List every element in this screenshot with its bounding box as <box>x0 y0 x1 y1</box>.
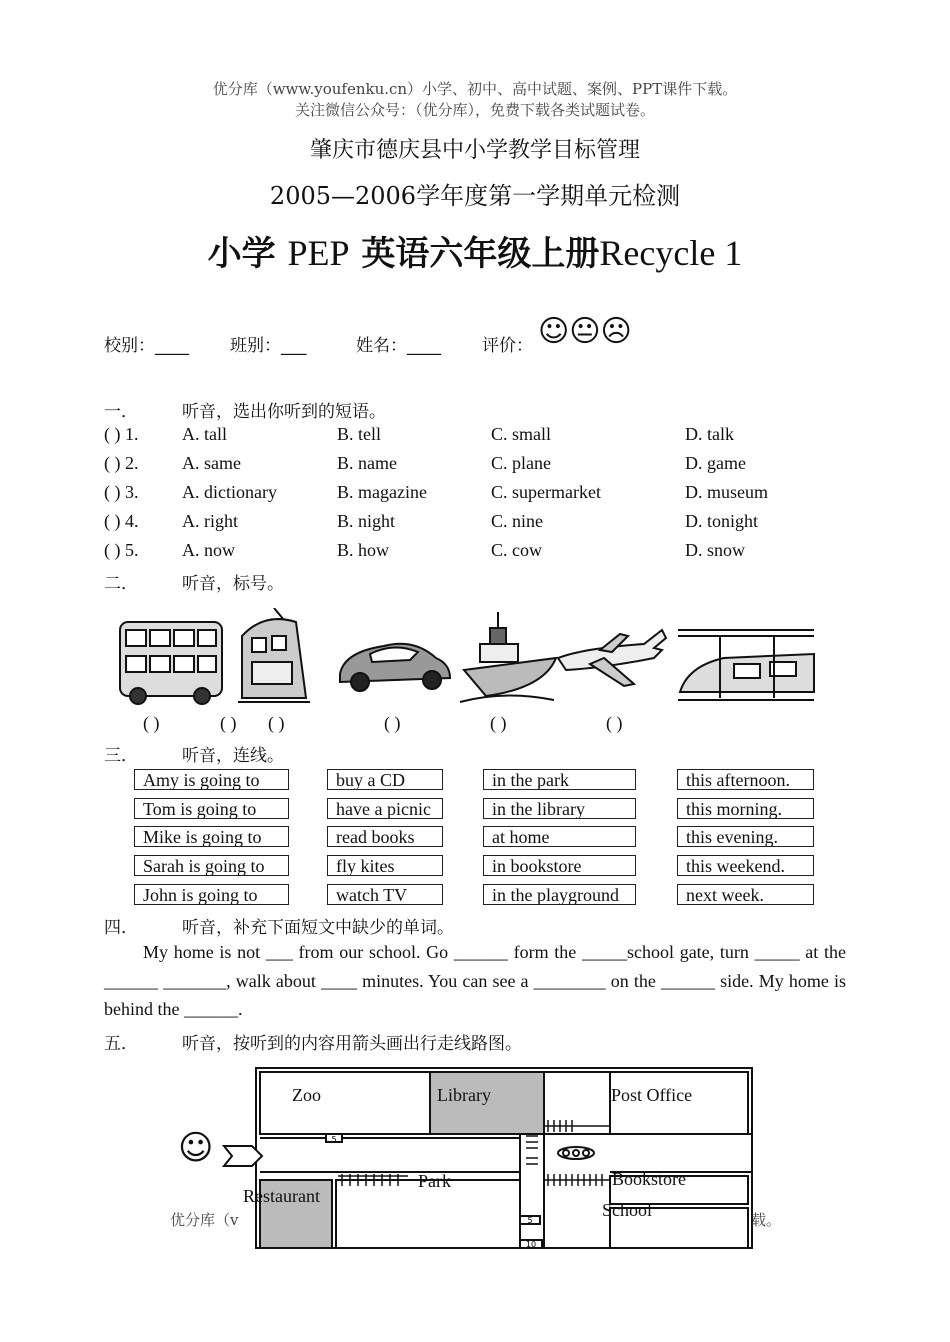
title-line1: 肇庆市德庆县中小学教学目标管理 <box>309 138 640 163</box>
match-box-col1[interactable]: Mike is going to <box>134 826 289 847</box>
option-b: B. tell <box>337 424 381 444</box>
fill-in-passage: My home is not ___ from our school. Go ______ form the _____school gate, turn _____ at the ______ _______, walk about ____ minutes. You can see a ________ on the ______ side. My home is behind the ______. <box>104 942 846 1019</box>
vehicle-answer-6[interactable]: ( ) <box>606 713 623 733</box>
option-d: D. talk <box>685 424 734 444</box>
match-box-col1[interactable]: Sarah is going to <box>134 855 289 876</box>
map-bookstore-label: Bookstore <box>612 1169 686 1189</box>
title-line3 <box>0 226 950 275</box>
name-field: 姓名：____ <box>356 336 441 356</box>
site-header-line2: 关注微信公众号：（优分库），免费下载各类试题试卷。 <box>294 101 655 119</box>
match-box-col3[interactable]: in bookstore <box>483 855 636 876</box>
question-number[interactable]: ( ) 5. <box>104 540 139 560</box>
car-icon <box>340 644 450 691</box>
vehicle-answer-5[interactable]: ( ) <box>490 713 507 733</box>
match-box-col2[interactable]: fly kites <box>327 855 443 876</box>
train-icon <box>238 608 310 702</box>
match-box-col1[interactable]: Tom is going to <box>134 798 289 819</box>
option-a: A. now <box>182 540 235 560</box>
match-box-col4[interactable]: this morning. <box>677 798 814 819</box>
title-latin1: PEP <box>287 233 350 273</box>
title-latin2: Recycle 1 <box>599 233 743 273</box>
option-d: D. game <box>685 453 746 473</box>
plane-icon <box>558 630 666 686</box>
match-box-col2[interactable]: buy a CD <box>327 769 443 790</box>
option-c: C. small <box>491 424 552 444</box>
option-a: A. right <box>182 511 238 531</box>
map-zoo-label: Zoo <box>292 1085 321 1105</box>
option-b: B. night <box>337 511 396 531</box>
start-smiley-icon: ☺ <box>178 1128 214 1168</box>
option-a: A. tall <box>182 424 227 444</box>
option-a: A. same <box>182 453 241 473</box>
subway-icon <box>678 630 814 700</box>
map-sign-3: 10 <box>525 1240 537 1249</box>
class-field: 班别：___ <box>230 336 307 356</box>
option-d: D. tonight <box>685 511 759 531</box>
vehicle-answer-4[interactable]: ( ) <box>384 713 401 733</box>
section5-heading: 听音，按听到的内容用箭头画出行走线路图。 <box>182 1034 522 1054</box>
option-c: C. supermarket <box>491 482 601 502</box>
match-box-col2[interactable]: have a picnic <box>327 798 443 819</box>
section1-num: 一． <box>104 402 138 422</box>
option-d: D. museum <box>685 482 768 502</box>
match-box-col4[interactable]: this afternoon. <box>677 769 814 790</box>
match-box-col4[interactable]: this weekend. <box>677 855 814 876</box>
question-number[interactable]: ( ) 1. <box>104 424 139 444</box>
option-b: B. how <box>337 540 390 560</box>
map-park-label: Park <box>418 1171 451 1191</box>
match-box-col1[interactable]: John is going to <box>134 884 289 905</box>
footer-left: 优分库（v <box>170 1211 239 1229</box>
match-box-col2[interactable]: watch TV <box>327 884 443 905</box>
vehicle-answer-2[interactable]: ( ) <box>220 713 237 733</box>
vehicle-answer-3[interactable]: ( ) <box>268 713 285 733</box>
map-post-office-label: Post Office <box>611 1085 693 1105</box>
map-library-label: Library <box>437 1085 491 1105</box>
footer-right: 载。 <box>751 1211 782 1229</box>
option-d: D. snow <box>685 540 746 560</box>
rating-label: 评价： <box>482 336 533 356</box>
section3-num: 三． <box>104 746 138 766</box>
section5-num: 五． <box>104 1034 138 1054</box>
match-box-col2[interactable]: read books <box>327 826 443 847</box>
option-c: C. nine <box>491 511 543 531</box>
match-box-col1[interactable]: Amy is going to <box>134 769 289 790</box>
section3-heading: 听音，连线。 <box>182 746 284 766</box>
bus-icon <box>120 622 222 704</box>
vehicle-pictures <box>114 608 824 708</box>
ship-icon <box>460 612 556 702</box>
title-cn1: 小学 <box>207 234 276 274</box>
school-field: 校别：____ <box>104 336 189 356</box>
option-c: C. cow <box>491 540 542 560</box>
match-box-col4[interactable]: this evening. <box>677 826 814 847</box>
map-restaurant-label: Restaurant <box>243 1186 320 1206</box>
section2-num: 二． <box>104 574 138 594</box>
question-number[interactable]: ( ) 2. <box>104 453 139 473</box>
section4-heading: 听音，补充下面短文中缺少的单词。 <box>182 918 454 938</box>
map-sign-2: 5 <box>527 1216 533 1225</box>
match-box-col3[interactable]: in the playground <box>483 884 636 905</box>
option-b: B. name <box>337 453 397 473</box>
match-box-col4[interactable]: next week. <box>677 884 814 905</box>
option-a: A. dictionary <box>182 482 277 502</box>
match-box-col3[interactable]: at home <box>483 826 636 847</box>
section4-num: 四． <box>104 918 138 938</box>
question-number[interactable]: ( ) 3. <box>104 482 139 502</box>
title-line2: 2005—2006学年度第一学期单元检测 <box>269 182 681 210</box>
question-number[interactable]: ( ) 4. <box>104 511 139 531</box>
title-cn2: 英语六年级上册 <box>361 234 600 274</box>
match-box-col3[interactable]: in the library <box>483 798 636 819</box>
site-header-line1: 优分库（www.youfenku.cn）小学、初中、高中试题、案例、PPT课件下载。 <box>212 80 738 98</box>
section1-heading: 听音，选出你听到的短语。 <box>182 402 386 422</box>
option-b: B. magazine <box>337 482 427 502</box>
vehicle-answer-1[interactable]: ( ) <box>143 713 160 733</box>
rating-faces-icon: ☺😐☹ <box>538 314 632 349</box>
map-school-label: School <box>602 1200 653 1220</box>
option-c: C. plane <box>491 453 551 473</box>
section2-heading: 听音，标号。 <box>182 574 284 594</box>
map-sign-1: 5 <box>331 1135 337 1144</box>
match-box-col3[interactable]: in the park <box>483 769 636 790</box>
